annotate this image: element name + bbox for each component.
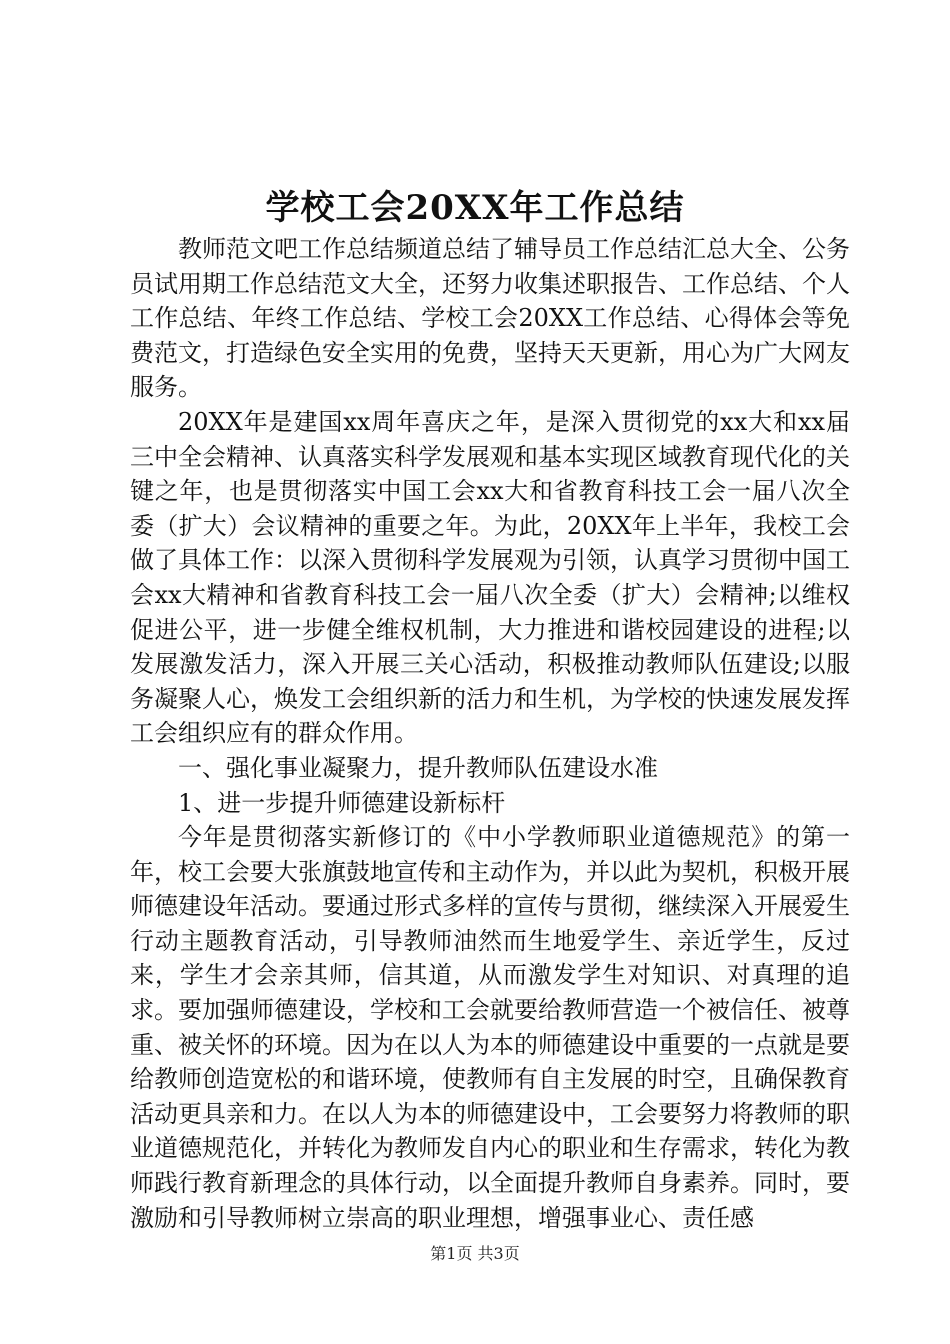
document-title: 学校工会20XX年工作总结 bbox=[265, 188, 685, 228]
paragraph-intro: 教师范文吧工作总结频道总结了辅导员工作总结汇总大全、公务员试用期工作总结范文大全，还努力收集述职报告、工作总结、个人工作总结、年终工作总结、学校工会20XX工作总结、心得体会等免费范文，打造绿色安全实用的免费，坚持天天更新，用心为广大网友服务。 bbox=[130, 235, 850, 402]
subsection-heading-1-1: 1、进一步提升师德建设新标杆 bbox=[178, 788, 506, 817]
section-heading-1: 一、强化事业凝聚力，提升教师队伍建设水准 bbox=[178, 753, 658, 782]
page-footer: 第1页 共3页 bbox=[430, 1244, 520, 1263]
paragraph-ethics: 今年是贯彻落实新修订的《中小学教师职业道德规范》的第一年，校工会要大张旗鼓地宣传和主动作为，并以此为契机，积极开展师德建设年活动。要通过形式多样的宣传与贯彻，继续深入开展爱生行动主题教育活动，引导教师油然而生地爱学生、亲近学生，反过来，学生才会亲其师，信其道，从而激发学生对知识、对真理的追求。要加强师德建设，学校和工会就要给教师营造一个被信任、被尊重、被关怀的环境。因为在以人为本的师德建设中重要的一点就是要给教师创造宽松的和谐环境，使教师有自主发展的时空，且确保教育活动更具亲和力。在以人为本的师德建设中，工会要努力将教师的职业道德规范化，并转化为教师发自内心的职业和生存需求，转化为教师践行教育新理念的具体行动，以全面提升教师自身素养。同时，要激励和引导教师树立崇高的职业理想，增强事业心、责任感 bbox=[130, 823, 850, 1232]
document-body bbox=[130, 232, 850, 1235]
paragraph-overview: 20XX年是建国xx周年喜庆之年，是深入贯彻党的xx大和xx届三中全会精神、认真落实科学发展观和基本实现区域教育现代化的关键之年，也是贯彻落实中国工会xx大和省教育科技工会一届八次全委（扩大）会议精神的重要之年。为此，20XX年上半年，我校工会做了具体工作：以深入贯彻科学发展观为引领，认真学习贯彻中国工会xx大精神和省教育科技工会一届八次全委（扩大）会精神;以维权促进公平，进一步健全维权机制，大力推进和谐校园建设的进程;以发展激发活力，深入开展三关心活动，积极推动教师队伍建设;以服务凝聚人心，焕发工会组织新的活力和生机，为学校的快速发展发挥工会组织应有的群众作用。 bbox=[130, 407, 850, 748]
